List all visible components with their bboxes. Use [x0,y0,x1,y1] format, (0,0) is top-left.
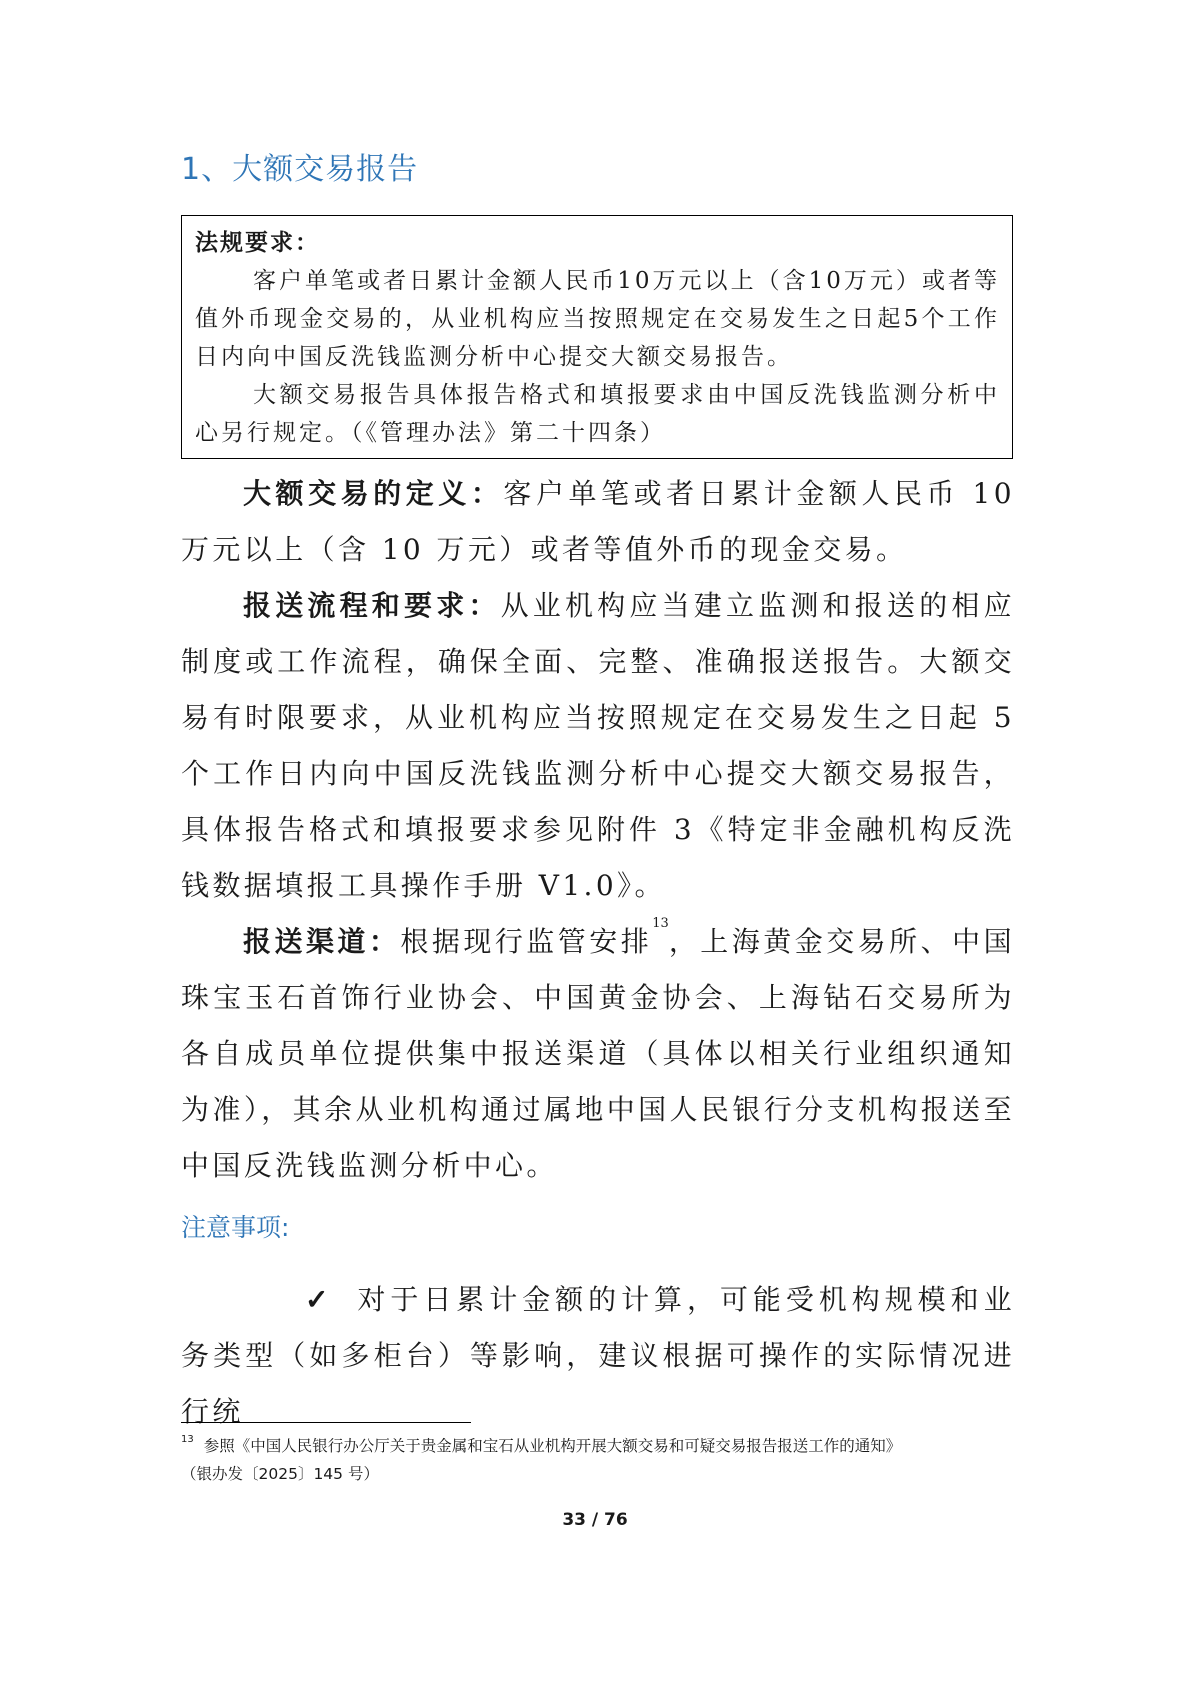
footnote-number: 13 [181,1434,194,1445]
regulation-paragraph-2: 大额交易报告具体报告格式和填报要求由中国反洗钱监测分析中心另行规定。（《管理办法》第二十四条） [195,382,1000,446]
footnote-reference[interactable]: 13 [652,916,669,931]
checkmark-icon: ✓ [305,1283,332,1316]
notes-title: 注意事项: [181,1213,290,1242]
footnote-divider [181,1422,471,1423]
footnote [181,1432,1011,1488]
footnote-line-2: （银办发〔2025〕145 号） [181,1465,379,1483]
section-title: 1、大额交易报告 [181,152,419,187]
page-number: 33 / 76 [562,1510,628,1530]
note-item-1-text: 对于日累计金额的计算，可能受机构规模和业务类型（如多柜台）等影响，建议根据可操作的实际情况进行统 [181,1283,1015,1428]
channel-text-before: 根据现行监管安排 [400,925,653,958]
definition-paragraph [181,466,1015,578]
note-item-1 [181,1272,1015,1440]
definition-text: 客户单笔或者日累计金额人民币 10 万元以上（含 10 万元）或者等值外币的现金交易。 [181,477,1015,566]
process-text: 从业机构应当建立监测和报送的相应制度或工作流程，确保全面、完整、准确报送报告。大额交易有时限要求，从业机构应当按照规定在交易发生之日起 5 个工作日内向中国反洗钱监测分析中心提交大额交易报告，具体报告格式和填报要求参见附件 3《特定非金融机构反洗钱数据填报工具操作手册 V1.0》。 [181,589,1016,902]
definition-lead: 大额交易的定义： [243,477,504,510]
regulation-label: 法规要求： [195,229,320,256]
process-lead: 报送流程和要求： [243,589,501,622]
regulation-box [181,215,1013,459]
process-paragraph [181,578,1015,914]
regulation-paragraph-1: 客户单笔或者日累计金额人民币10万元以上（含10万元）或者等值外币现金交易的，从业机构应当按照规定在交易发生之日起5个工作日内向中国反洗钱监测分析中心提交大额交易报告。 [195,268,1000,370]
channel-paragraph [181,914,1015,1194]
footnote-line-1: 参照《中国人民银行办公厅关于贵金属和宝石从业机构开展大额交易和可疑交易报告报送工作的通知》 [203,1437,902,1455]
channel-lead: 报送渠道： [243,925,401,958]
channel-text-after: ，上海黄金交易所、中国珠宝玉石首饰行业协会、中国黄金协会、上海钻石交易所为各自成员单位提供集中报送渠道（具体以相关行业组织通知为准），其余从业机构通过属地中国人民银行分支机构报送至中国反洗钱监测分析中心。 [181,925,1015,1182]
